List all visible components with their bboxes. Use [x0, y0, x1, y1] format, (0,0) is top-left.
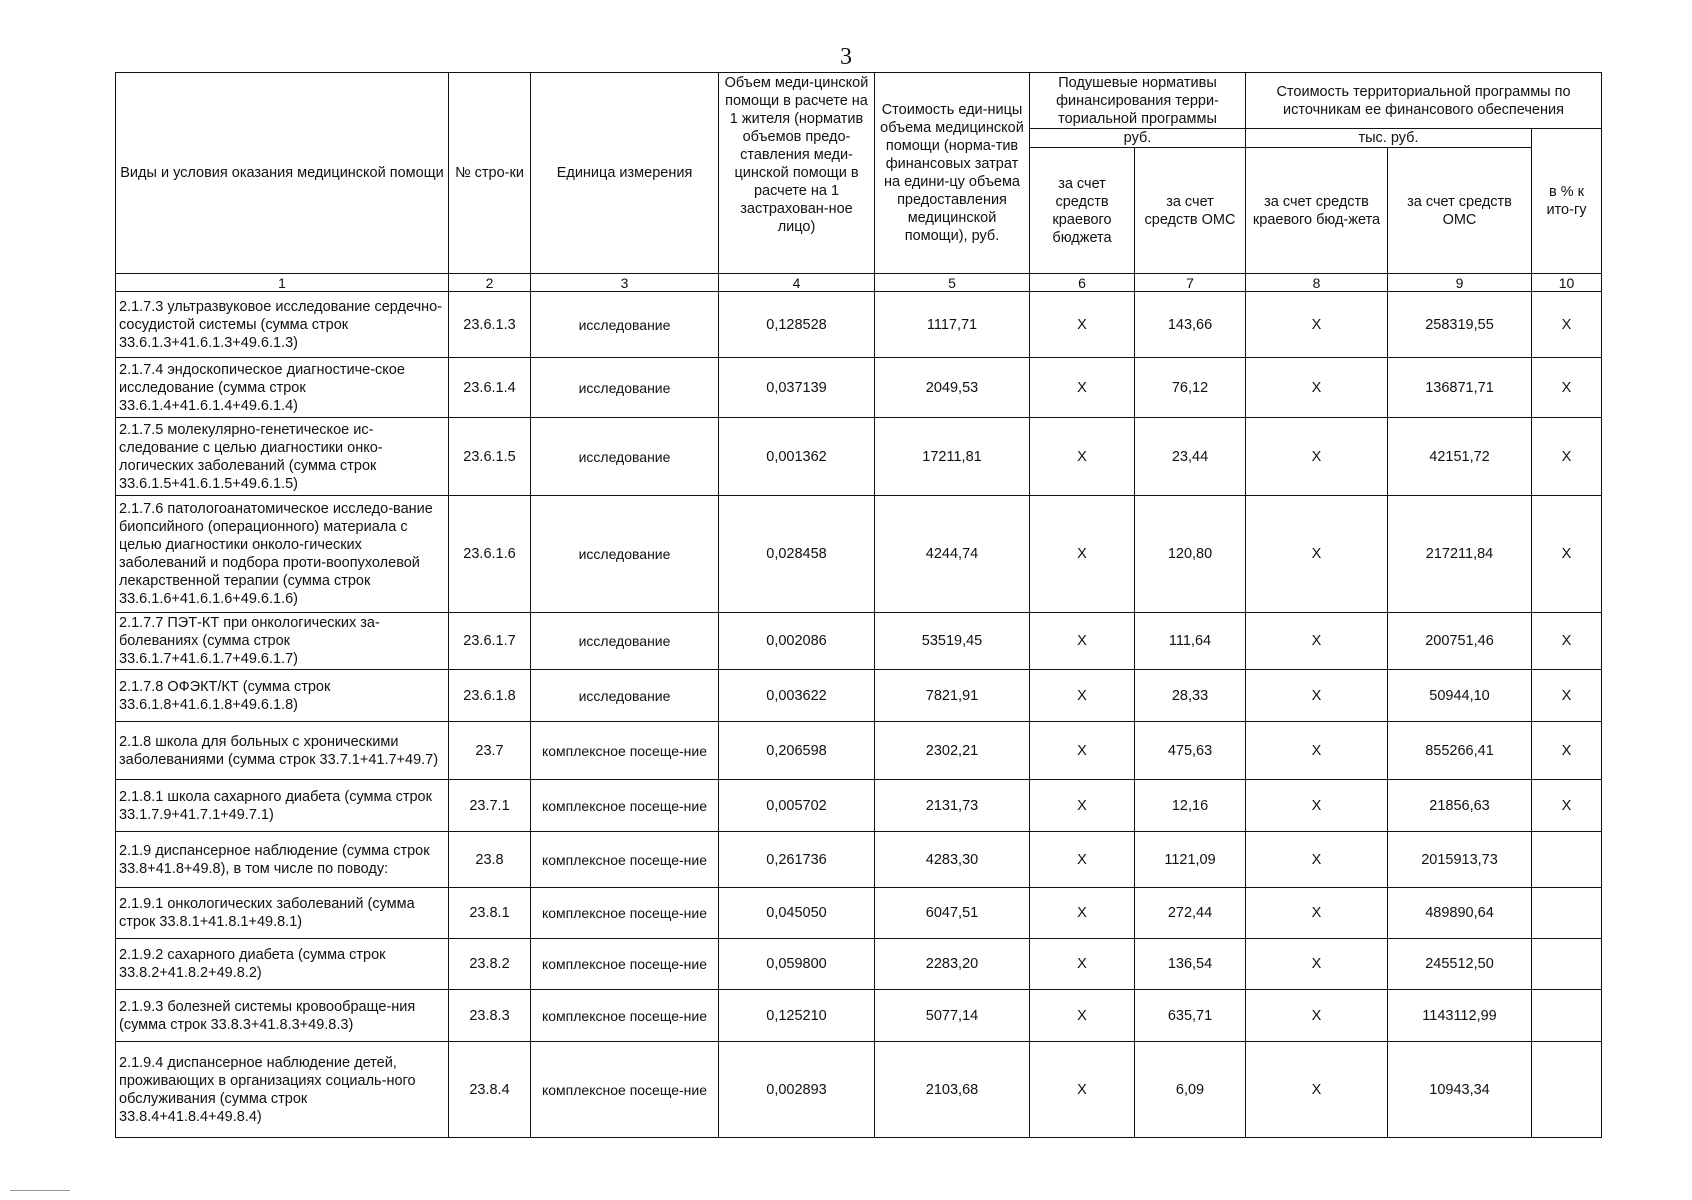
table-row: [116, 613, 1602, 670]
header-total-oms: за счет средств ОМС: [1388, 148, 1532, 274]
row-per-capita-oms: 28,33: [1135, 670, 1246, 722]
header-unit-cost: Стоимость еди-ницы объема медицинской помощи (норма-тив финансовых затрат на едини-цу объема предоставления медицинской помощи), руб.: [875, 73, 1030, 274]
row-per-capita-oms: 475,63: [1135, 722, 1246, 780]
row-total-oms: 42151,72: [1388, 418, 1532, 496]
row-total-budget: Х: [1246, 418, 1388, 496]
row-total-budget: Х: [1246, 613, 1388, 670]
row-line-number: 23.7: [449, 722, 531, 780]
row-total-budget: Х: [1246, 780, 1388, 832]
row-percent: Х: [1532, 418, 1602, 496]
row-percent: Х: [1532, 780, 1602, 832]
row-total-budget: Х: [1246, 832, 1388, 888]
table-row: [116, 358, 1602, 418]
row-total-budget: Х: [1246, 939, 1388, 990]
row-total-budget: Х: [1246, 670, 1388, 722]
column-number: 3: [531, 274, 719, 292]
row-percent: [1532, 939, 1602, 990]
row-per-capita-budget: Х: [1030, 832, 1135, 888]
row-percent: [1532, 888, 1602, 939]
row-volume: 0,261736: [719, 832, 875, 888]
row-per-capita-budget: Х: [1030, 496, 1135, 613]
row-per-capita-oms: 136,54: [1135, 939, 1246, 990]
row-line-number: 23.8.4: [449, 1042, 531, 1138]
row-percent: Х: [1532, 670, 1602, 722]
row-unit: исследование: [531, 292, 719, 358]
table-row: [116, 496, 1602, 613]
row-per-capita-budget: Х: [1030, 888, 1135, 939]
row-description: 2.1.7.6 патологоанатомическое исследо-вание биопсийного (операционного) материала с целью диагностики онколо-гических заболеваний и подбора проти-воопухолевой лекарственной терапии (сумма строк 33.6.1.6+41.6.1.6+49.6.1.6): [116, 496, 449, 613]
row-volume: 0,128528: [719, 292, 875, 358]
column-number: 9: [1388, 274, 1532, 292]
row-total-budget: Х: [1246, 1042, 1388, 1138]
row-unit-cost: 2283,20: [875, 939, 1030, 990]
row-per-capita-budget: Х: [1030, 939, 1135, 990]
row-volume: 0,003622: [719, 670, 875, 722]
table-row: [116, 418, 1602, 496]
row-unit: комплексное посеще-ние: [531, 832, 719, 888]
row-total-budget: Х: [1246, 358, 1388, 418]
table-row: [116, 670, 1602, 722]
row-percent: Х: [1532, 613, 1602, 670]
row-unit: исследование: [531, 670, 719, 722]
row-total-budget: Х: [1246, 990, 1388, 1042]
header-program-cost-group: Стоимость территориальной программы по источникам ее финансового обеспечения: [1246, 73, 1602, 129]
row-unit-cost: 5077,14: [875, 990, 1030, 1042]
row-line-number: 23.6.1.6: [449, 496, 531, 613]
row-line-number: 23.6.1.8: [449, 670, 531, 722]
row-per-capita-budget: Х: [1030, 613, 1135, 670]
header-total-budget: за счет средств краевого бюд-жета: [1246, 148, 1388, 274]
header-percent-of-total: в % к ито-гу: [1532, 129, 1602, 274]
row-description: 2.1.7.5 молекулярно-генетическое ис-следование с целью диагностики онко-логических заболеваний (сумма строк 33.6.1.5+41.6.1.5+49.6.1.5): [116, 418, 449, 496]
row-line-number: 23.8.3: [449, 990, 531, 1042]
row-unit-cost: 7821,91: [875, 670, 1030, 722]
row-percent: Х: [1532, 358, 1602, 418]
row-total-oms: 50944,10: [1388, 670, 1532, 722]
table-body: [116, 292, 1602, 1138]
row-per-capita-budget: Х: [1030, 990, 1135, 1042]
header-per-capita-budget: за счет средств краевого бюджета: [1030, 148, 1135, 274]
row-per-capita-budget: Х: [1030, 670, 1135, 722]
header-per-capita-group: Подушевые нормативы финансирования терри-ториальной программы: [1030, 73, 1246, 129]
row-volume: 0,005702: [719, 780, 875, 832]
table-row: [116, 888, 1602, 939]
row-total-oms: 1143112,99: [1388, 990, 1532, 1042]
row-unit: комплексное посеще-ние: [531, 939, 719, 990]
row-description: 2.1.7.4 эндоскопическое диагностиче-ское исследование (сумма строк 33.6.1.4+41.6.1.4+49.6.1.4): [116, 358, 449, 418]
row-volume: 0,045050: [719, 888, 875, 939]
header-unit: Единица измерения: [531, 73, 719, 274]
row-description: 2.1.9 диспансерное наблюдение (сумма строк 33.8+41.8+49.8), в том числе по поводу:: [116, 832, 449, 888]
row-total-oms: 245512,50: [1388, 939, 1532, 990]
row-unit-cost: 2302,21: [875, 722, 1030, 780]
header-kind-of-care: Виды и условия оказания медицинской помощи: [116, 73, 449, 274]
row-unit-cost: 1117,71: [875, 292, 1030, 358]
row-unit: комплексное посеще-ние: [531, 1042, 719, 1138]
row-description: 2.1.7.8 ОФЭКТ/КТ (сумма строк 33.6.1.8+41.6.1.8+49.6.1.8): [116, 670, 449, 722]
row-per-capita-oms: 635,71: [1135, 990, 1246, 1042]
table-row: [116, 292, 1602, 358]
table-row: [116, 832, 1602, 888]
header-program-cost-unit: тыс. руб.: [1246, 129, 1532, 148]
row-unit: комплексное посеще-ние: [531, 990, 719, 1042]
row-description: 2.1.9.4 диспансерное наблюдение детей, проживающих в организациях социаль-ного обслуживания (сумма строк 33.8.4+41.8.4+49.8.4): [116, 1042, 449, 1138]
row-volume: 0,002893: [719, 1042, 875, 1138]
row-volume: 0,125210: [719, 990, 875, 1042]
row-unit-cost: 17211,81: [875, 418, 1030, 496]
row-volume: 0,059800: [719, 939, 875, 990]
bottom-rule: [10, 1190, 70, 1191]
column-number: 2: [449, 274, 531, 292]
row-per-capita-oms: 120,80: [1135, 496, 1246, 613]
row-unit-cost: 2103,68: [875, 1042, 1030, 1138]
table-row: [116, 780, 1602, 832]
row-unit: исследование: [531, 613, 719, 670]
header-per-capita-unit: руб.: [1030, 129, 1246, 148]
row-unit-cost: 53519,45: [875, 613, 1030, 670]
row-description: 2.1.7.3 ультразвуковое исследование сердечно-сосудистой системы (сумма строк 33.6.1.3+41.6.1.3+49.6.1.3): [116, 292, 449, 358]
row-unit: исследование: [531, 358, 719, 418]
header-per-capita-oms: за счет средств ОМС: [1135, 148, 1246, 274]
row-volume: 0,002086: [719, 613, 875, 670]
row-percent: [1532, 990, 1602, 1042]
row-per-capita-budget: Х: [1030, 1042, 1135, 1138]
row-unit: исследование: [531, 496, 719, 613]
row-total-oms: 200751,46: [1388, 613, 1532, 670]
row-unit-cost: 2049,53: [875, 358, 1030, 418]
row-description: 2.1.8 школа для больных с хроническими заболеваниями (сумма строк 33.7.1+41.7+49.7): [116, 722, 449, 780]
row-total-budget: Х: [1246, 722, 1388, 780]
row-per-capita-oms: 76,12: [1135, 358, 1246, 418]
row-line-number: 23.7.1: [449, 780, 531, 832]
row-description: 2.1.9.2 сахарного диабета (сумма строк 33.8.2+41.8.2+49.8.2): [116, 939, 449, 990]
row-per-capita-budget: Х: [1030, 780, 1135, 832]
row-per-capita-oms: 23,44: [1135, 418, 1246, 496]
row-unit: исследование: [531, 418, 719, 496]
row-total-budget: Х: [1246, 496, 1388, 613]
column-number: 5: [875, 274, 1030, 292]
row-unit: комплексное посеще-ние: [531, 722, 719, 780]
column-number: 1: [116, 274, 449, 292]
column-number: 10: [1532, 274, 1602, 292]
row-description: 2.1.8.1 школа сахарного диабета (сумма строк 33.1.7.9+41.7.1+49.7.1): [116, 780, 449, 832]
table-row: [116, 990, 1602, 1042]
row-line-number: 23.6.1.7: [449, 613, 531, 670]
column-number: 7: [1135, 274, 1246, 292]
row-percent: Х: [1532, 496, 1602, 613]
row-total-oms: 489890,64: [1388, 888, 1532, 939]
row-per-capita-budget: Х: [1030, 418, 1135, 496]
row-per-capita-oms: 6,09: [1135, 1042, 1246, 1138]
table-row: [116, 939, 1602, 990]
row-total-oms: 217211,84: [1388, 496, 1532, 613]
column-number: 4: [719, 274, 875, 292]
row-unit-cost: 4283,30: [875, 832, 1030, 888]
row-volume: 0,206598: [719, 722, 875, 780]
row-per-capita-oms: 143,66: [1135, 292, 1246, 358]
row-unit: комплексное посеще-ние: [531, 888, 719, 939]
row-line-number: 23.8.2: [449, 939, 531, 990]
row-description: 2.1.9.3 болезней системы кровообраще-ния (сумма строк 33.8.3+41.8.3+49.8.3): [116, 990, 449, 1042]
row-line-number: 23.8: [449, 832, 531, 888]
row-per-capita-budget: Х: [1030, 292, 1135, 358]
row-per-capita-oms: 12,16: [1135, 780, 1246, 832]
row-unit-cost: 4244,74: [875, 496, 1030, 613]
row-percent: [1532, 1042, 1602, 1138]
row-per-capita-budget: Х: [1030, 358, 1135, 418]
table-row: [116, 1042, 1602, 1138]
row-line-number: 23.6.1.3: [449, 292, 531, 358]
row-total-oms: 258319,55: [1388, 292, 1532, 358]
row-total-budget: Х: [1246, 888, 1388, 939]
column-number: 8: [1246, 274, 1388, 292]
row-total-budget: Х: [1246, 292, 1388, 358]
row-unit-cost: 6047,51: [875, 888, 1030, 939]
program-cost-table: [115, 72, 1602, 1138]
row-line-number: 23.8.1: [449, 888, 531, 939]
header-line-number: № стро-ки: [449, 73, 531, 274]
page-number: 3: [840, 44, 852, 70]
row-per-capita-oms: 1121,09: [1135, 832, 1246, 888]
row-per-capita-budget: Х: [1030, 722, 1135, 780]
header-volume: Объем меди-цинской помощи в расчете на 1 жителя (норматив объемов предо-ставления меди-цинской помощи в расчете на 1 застрахован-ное лицо): [719, 73, 875, 274]
row-line-number: 23.6.1.5: [449, 418, 531, 496]
row-volume: 0,037139: [719, 358, 875, 418]
row-description: 2.1.9.1 онкологических заболеваний (сумма строк 33.8.1+41.8.1+49.8.1): [116, 888, 449, 939]
row-total-oms: 10943,34: [1388, 1042, 1532, 1138]
row-total-oms: 136871,71: [1388, 358, 1532, 418]
row-volume: 0,001362: [719, 418, 875, 496]
row-total-oms: 21856,63: [1388, 780, 1532, 832]
row-percent: Х: [1532, 722, 1602, 780]
table-row: [116, 722, 1602, 780]
column-numbers-row: [116, 274, 1602, 292]
row-description: 2.1.7.7 ПЭТ-КТ при онкологических за-болеваниях (сумма строк 33.6.1.7+41.6.1.7+49.6.1.7): [116, 613, 449, 670]
row-percent: [1532, 832, 1602, 888]
row-per-capita-oms: 111,64: [1135, 613, 1246, 670]
row-line-number: 23.6.1.4: [449, 358, 531, 418]
row-volume: 0,028458: [719, 496, 875, 613]
row-per-capita-oms: 272,44: [1135, 888, 1246, 939]
row-total-oms: 855266,41: [1388, 722, 1532, 780]
row-total-oms: 2015913,73: [1388, 832, 1532, 888]
row-percent: Х: [1532, 292, 1602, 358]
row-unit: комплексное посеще-ние: [531, 780, 719, 832]
column-number: 6: [1030, 274, 1135, 292]
row-unit-cost: 2131,73: [875, 780, 1030, 832]
